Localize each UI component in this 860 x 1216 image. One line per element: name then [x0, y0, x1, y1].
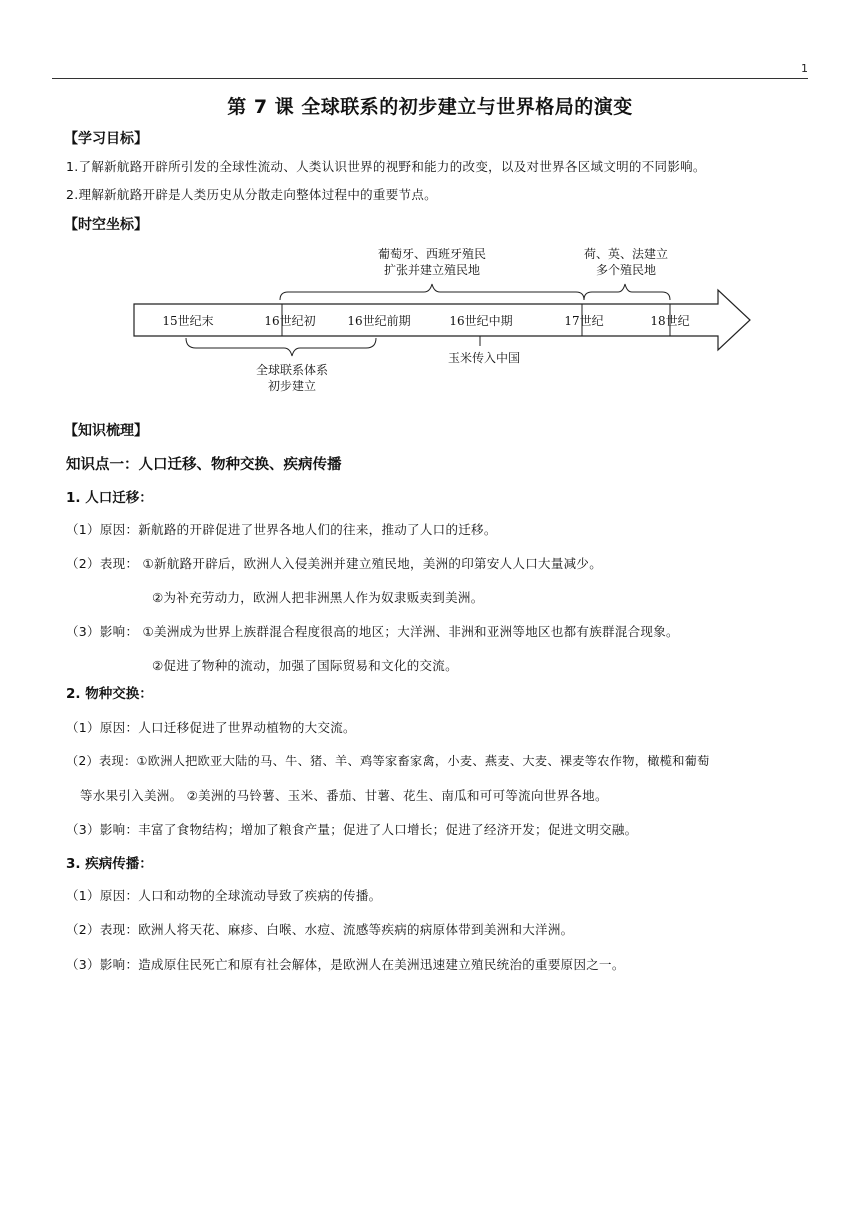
migration-manifestation-1: （2）表现： ①新航路开辟后，欧洲人入侵美洲并建立殖民地，美洲的印第安人人口大量减少。 — [66, 556, 603, 571]
brace-dutch-english-french — [584, 284, 670, 300]
learning-goals-heading: 【学习目标】 — [64, 131, 148, 147]
migration-cause: （1）原因：新航路的开辟促进了世界各地人们的往来，推动了人口的迁移。 — [66, 522, 497, 537]
tick-label-18c: 18世纪 — [650, 314, 690, 328]
timeline-heading: 【时空坐标】 — [64, 217, 148, 233]
migration-impact-2: ②促进了物种的流动，加强了国际贸易和文化的交流。 — [152, 658, 458, 673]
knowledge-heading: 【知识梳理】 — [64, 423, 148, 439]
page-number: 1 — [801, 62, 808, 75]
tick-label-16c-early: 16世纪初 — [264, 314, 316, 328]
label-portugal-spain-line2: 扩张并建立殖民地 — [383, 263, 481, 277]
page-title: 第 7 课 全球联系的初步建立与世界格局的演变 — [227, 96, 633, 118]
species-manifestation-1: （2）表现：①欧洲人把欧亚大陆的马、牛、猪、羊、鸡等家畜家禽，小麦、燕麦、大麦、裸麦等农作物，橄榄和葡萄 — [66, 754, 710, 768]
species-impact: （3）影响：丰富了食物结构；增加了粮食产量；促进了人口增长；促进了经济开发；促进文明交融。 — [66, 822, 638, 837]
label-nl-uk-fr-line2: 多个殖民地 — [595, 263, 657, 277]
disease-impact: （3）影响：造成原住民死亡和原有社会解体，是欧洲人在美洲迅速建立殖民统治的重要原因之一。 — [66, 957, 625, 972]
label-portugal-spain-line1: 葡萄牙、西班牙殖民 — [377, 247, 487, 261]
migration-manifestation-2: ②为补充劳动力，欧洲人把非洲黑人作为奴隶贩卖到美洲。 — [152, 590, 484, 605]
header-rule — [52, 78, 808, 79]
tick-label-16c-mid: 16世纪中期 — [449, 314, 513, 328]
species-cause: （1）原因：人口迁移促进了世界动植物的大交流。 — [66, 720, 356, 735]
brace-colonial-expansion — [280, 284, 584, 300]
section-migration-title: 1. 人口迁移： — [66, 490, 153, 506]
label-corn-to-china: 玉米传入中国 — [447, 351, 521, 365]
label-global-system-line1: 全球联系体系 — [255, 363, 329, 377]
section-species-title: 2. 物种交换： — [66, 686, 153, 702]
disease-cause: （1）原因：人口和动物的全球流动导致了疾病的传播。 — [66, 888, 382, 903]
migration-impact-1: （3）影响： ①美洲成为世界上族群混合程度很高的地区；大洋洲、非洲和亚洲等地区也都有族群混合现象。 — [66, 624, 679, 639]
tick-label-16c-first-half: 16世纪前期 — [347, 314, 411, 328]
label-nl-uk-fr-line1: 荷、英、法建立 — [583, 247, 669, 261]
disease-manifestation: （2）表现：欧洲人将天花、麻疹、白喉、水痘、流感等疾病的病原体带到美洲和大洋洲。 — [66, 922, 574, 937]
knowledge-point-title: 知识点一：人口迁移、物种交换、疾病传播 — [66, 457, 342, 473]
tick-label-17c: 17世纪 — [564, 314, 604, 328]
tick-label-15c-end: 15世纪末 — [162, 314, 214, 328]
section-disease-title: 3. 疾病传播： — [66, 856, 153, 872]
species-manifestation-2: 等水果引入美洲。 ②美洲的马铃薯、玉米、番茄、甘薯、花生、南瓜和可可等流向世界各地。 — [80, 788, 608, 803]
timeline-diagram — [120, 238, 760, 398]
learning-goal-1: 1.了解新航路开辟所引发的全球性流动、人类认识世界的视野和能力的改变，以及对世界各区域文明的不同影响。 — [66, 159, 706, 174]
brace-global-system — [186, 338, 376, 356]
label-global-system-line2: 初步建立 — [267, 379, 317, 393]
learning-goal-2: 2.理解新航路开辟是人类历史从分散走向整体过程中的重要节点。 — [66, 187, 437, 202]
